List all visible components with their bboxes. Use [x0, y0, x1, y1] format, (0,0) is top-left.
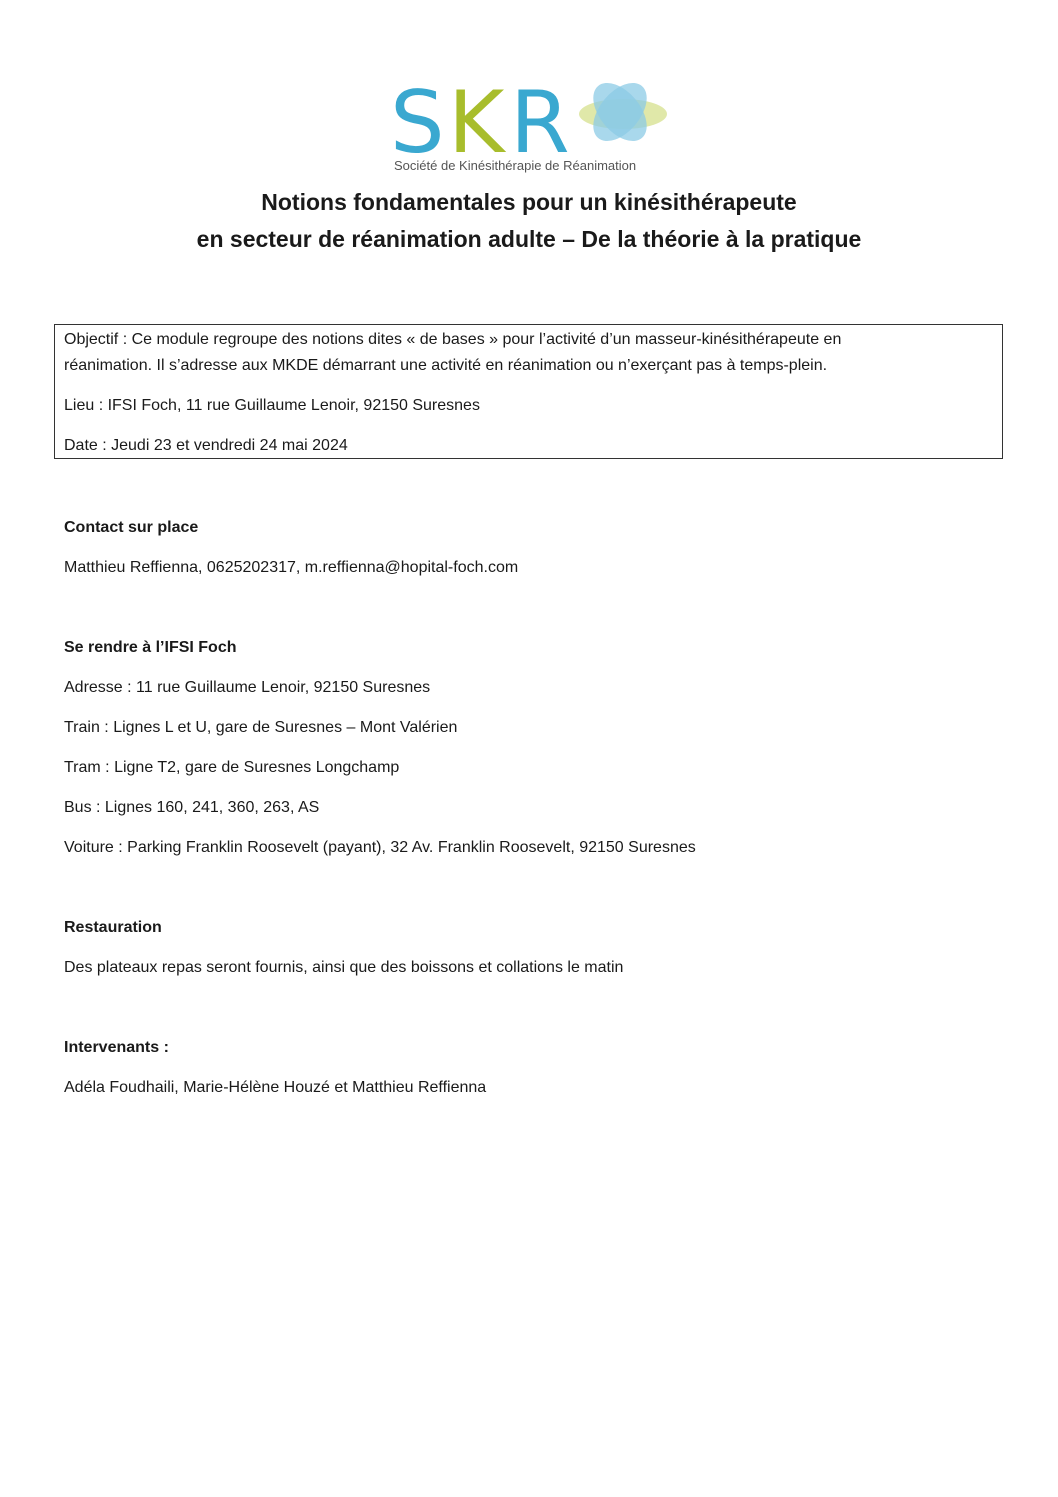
intervenants-heading: Intervenants : [64, 1039, 169, 1056]
directions-section [64, 638, 696, 858]
restauration-heading: Restauration [64, 919, 162, 936]
intervenants-section [64, 1038, 486, 1098]
directions-voiture: Voiture : Parking Franklin Roosevelt (payant), 32 Av. Franklin Roosevelt, 92150 Suresnes [64, 839, 696, 856]
contact-line: Matthieu Reffienna, 0625202317, m.reffienna@hopital-foch.com [64, 559, 519, 576]
document-title [0, 184, 1058, 258]
date-line: Date : Jeudi 23 et vendredi 24 mai 2024 [64, 437, 348, 454]
restauration-line: Des plateaux repas seront fournis, ainsi que des boissons et collations le matin [64, 959, 624, 976]
title-line-1: Notions fondamentales pour un kinésithérapeute [261, 189, 797, 215]
directions-heading: Se rendre à l’IFSI Foch [64, 639, 237, 656]
objectif-line-1: Objectif : Ce module regroupe des notions dites « de bases » pour l’activité d’un masseur-kinésithérapeute en [64, 331, 842, 348]
logo-subtitle: Société de Kinésithérapie de Réanimation [394, 158, 637, 173]
lieu-line: Lieu : IFSI Foch, 11 rue Guillaume Lenoir, 92150 Suresnes [64, 397, 480, 414]
title-line-2: en secteur de réanimation adulte – De la théorie à la pratique [196, 226, 862, 252]
info-box [54, 324, 1003, 459]
directions-adresse: Adresse : 11 rue Guillaume Lenoir, 92150 Suresnes [64, 679, 431, 696]
intervenants-line: Adéla Foudhaili, Marie-Hélène Houzé et Matthieu Reffienna [64, 1079, 487, 1096]
directions-train: Train : Lignes L et U, gare de Suresnes – Mont Valérien [64, 719, 458, 736]
logo-letter-k: K [448, 73, 503, 173]
contact-section [64, 518, 518, 578]
logo-letter-r: R [510, 73, 568, 173]
directions-bus: Bus : Lignes 160, 241, 360, 263, AS [64, 799, 320, 816]
skr-logo [388, 72, 678, 177]
objectif-line-2: réanimation. Il s’adresse aux MKDE démarrant une activité en réanimation ou n’exerçant pas à temps-plein. [64, 357, 828, 374]
contact-heading: Contact sur place [64, 519, 199, 536]
directions-tram: Tram : Ligne T2, gare de Suresnes Longchamp [64, 759, 400, 776]
restauration-section [64, 918, 623, 978]
skr-logo-mark [388, 72, 678, 177]
logo-letter-s: S [390, 73, 443, 173]
